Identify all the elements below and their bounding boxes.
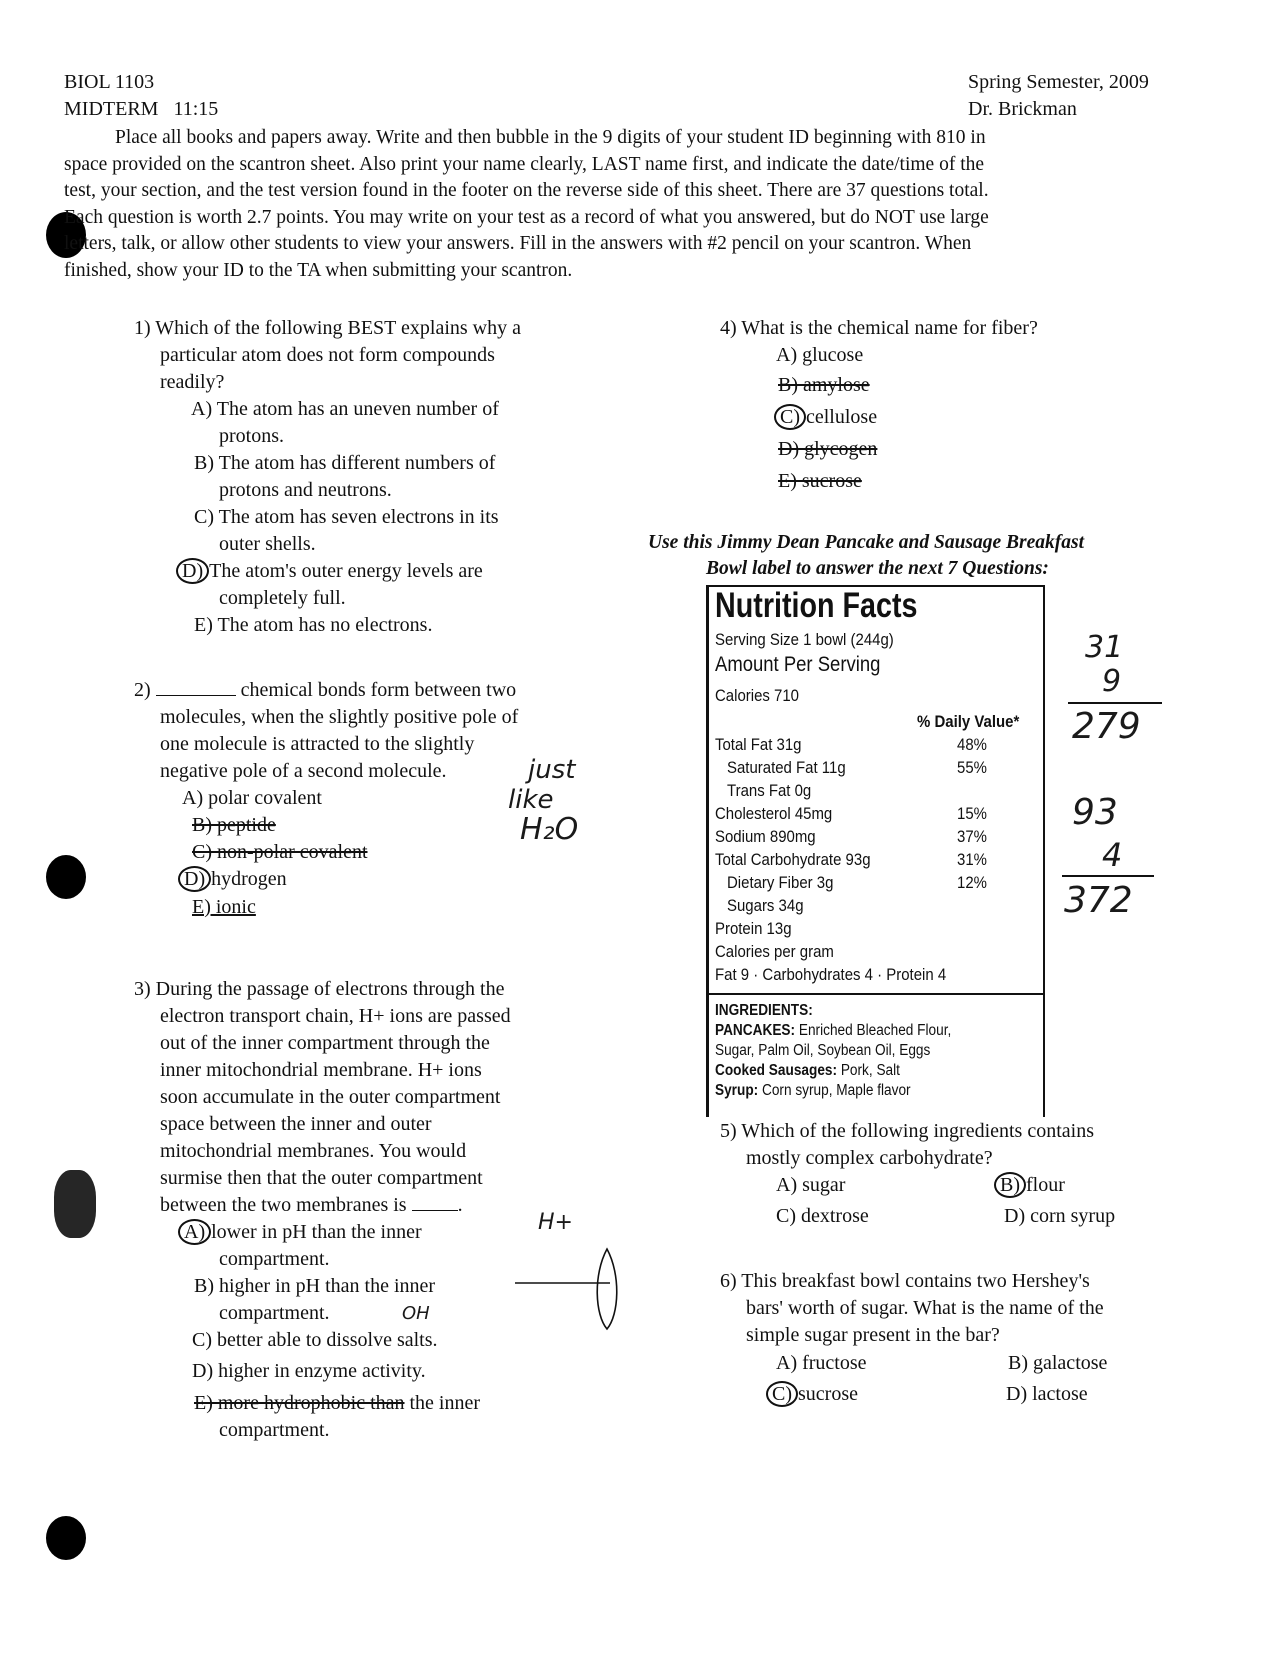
q2-stem-text: chemical bonds form between two — [240, 679, 517, 701]
ingredients-pancakes — [715, 1021, 951, 1041]
serving-size: Serving Size 1 bowl (244g) — [715, 630, 894, 649]
ingredient-label: Syrup: — [715, 1082, 759, 1099]
handwritten-arrow — [515, 1245, 625, 1335]
q1-option-b-cont: protons and neutrons. — [219, 479, 392, 501]
nutrient-pct: 48% — [957, 735, 987, 754]
nutrient-row: Saturated Fat 11g — [727, 758, 846, 777]
q2-option-e[interactable]: E) ionic — [192, 896, 256, 918]
q1-stem: particular atom does not form compounds — [160, 344, 495, 366]
q3-option-e-rest: the inner — [404, 1392, 481, 1414]
q4-option-e[interactable]: E) sucrose — [778, 470, 862, 492]
q6-stem: simple sugar present in the bar? — [746, 1324, 1000, 1346]
q3-stem-last: between the two membranes is . — [160, 1194, 463, 1216]
q3-stem: surmise then that the outer compartment — [160, 1167, 483, 1189]
q1-option-e[interactable]: E) The atom has no electrons. — [194, 614, 433, 636]
nutrient-row: Sugars 34g — [727, 896, 804, 915]
q2-stem — [134, 677, 516, 704]
nutrient-pct: 55% — [957, 758, 987, 777]
q3-option-b[interactable]: B) higher in pH than the inner — [194, 1275, 436, 1297]
q5-option-c[interactable]: C) dextrose — [776, 1205, 869, 1227]
q1-option-c[interactable]: C) The atom has seven electrons in its — [194, 506, 499, 528]
q1-option-d-cont: completely full. — [219, 587, 346, 609]
nutrient-row: Cholesterol 45mg — [715, 804, 833, 823]
nutrient-pct: 15% — [957, 804, 987, 823]
q2-stem: one molecule is attracted to the slightly — [160, 733, 475, 755]
q2-option-a[interactable]: A) polar covalent — [182, 787, 322, 809]
q4-option-d[interactable]: D) glycogen — [778, 438, 878, 460]
q5-option-b-text: flour — [1026, 1174, 1065, 1196]
q3-option-e[interactable] — [194, 1390, 480, 1417]
q2-stem: molecules, when the slightly positive pole of — [160, 706, 519, 728]
q1-option-d-text: The atom's outer energy levels are — [209, 560, 483, 582]
answer-blank — [156, 677, 236, 696]
exam-title: MIDTERM 11:15 — [64, 98, 219, 120]
ingredient-label: Cooked Sausages: — [715, 1062, 838, 1079]
q4-option-b[interactable]: B) amylose — [778, 374, 870, 396]
q3-stem: 3) During the passage of electrons through the — [134, 978, 505, 1000]
scan-mark-middle — [46, 855, 86, 899]
q6-option-a[interactable]: A) fructose — [776, 1352, 867, 1374]
answer-circle: B) — [994, 1172, 1026, 1198]
answer-circle: C) — [774, 404, 806, 430]
math-line — [1068, 702, 1162, 704]
ingredient-label: PANCAKES: — [715, 1022, 796, 1039]
q5-option-d[interactable]: D) corn syrup — [1004, 1205, 1116, 1227]
q5-stem: 5) Which of the following ingredients contains — [720, 1120, 1094, 1142]
answer-circle: D) — [176, 558, 209, 584]
ingredient-text: Corn syrup, Maple flavor — [758, 1082, 911, 1099]
semester: Spring Semester, 2009 — [968, 71, 1149, 93]
answer-blank — [412, 1192, 458, 1211]
ingredients-pancakes-cont: Sugar, Palm Oil, Soybean Oil, Eggs — [715, 1042, 931, 1059]
instruction-line: finished, show your ID to the TA when submitting your scantron. — [64, 259, 573, 281]
q6-stem: bars' worth of sugar. What is the name of the — [746, 1297, 1104, 1319]
math-result: 372 — [1064, 880, 1133, 921]
instruction-line: Place all books and papers away. Write and then bubble in the 9 digits of your student ID beginning with 810 in — [115, 127, 986, 148]
q3-stem: out of the inner compartment through the — [160, 1032, 490, 1054]
q1-option-d[interactable] — [182, 558, 483, 585]
q1-stem: readily? — [160, 371, 225, 393]
q3-stem: mitochondrial membranes. You would — [160, 1140, 467, 1162]
math-digit: 4 — [1102, 836, 1123, 874]
calories: Calories 710 — [715, 686, 799, 705]
q6-stem: 6) This breakfast bowl contains two Hershey's — [720, 1270, 1090, 1292]
q3-option-c[interactable]: C) better able to dissolve salts. — [192, 1329, 438, 1351]
q3-option-a-cont: compartment. — [219, 1248, 330, 1270]
handwritten-note — [490, 755, 578, 845]
q5-stem: mostly complex carbohydrate? — [746, 1147, 993, 1169]
q1-stem: 1) Which of the following BEST explains why a — [134, 317, 521, 339]
handwritten-note-oh: OH — [402, 1303, 430, 1324]
q1-option-b[interactable]: B) The atom has different numbers of — [194, 452, 496, 474]
calories-breakdown: Fat 9 · Carbohydrates 4 · Protein 4 — [715, 965, 947, 984]
nutrient-row: Total Carbohydrate 93g — [715, 850, 871, 869]
q3-stem: space between the inner and outer — [160, 1113, 432, 1135]
ingredient-text: Enriched Bleached Flour, — [795, 1022, 952, 1039]
ingredients-sausages — [715, 1061, 900, 1081]
instructions-paragraph — [64, 125, 1174, 285]
scan-mark-bottom — [46, 1516, 86, 1560]
ingredient-text: Pork, Salt — [837, 1062, 900, 1079]
calories-per-gram: Calories per gram — [715, 942, 834, 961]
q6-option-c-text: sucrose — [798, 1383, 858, 1405]
q2-stem: negative pole of a second molecule. — [160, 760, 447, 782]
q2-option-d[interactable] — [184, 866, 287, 893]
q4-option-a[interactable]: A) glucose — [776, 344, 864, 366]
nutrition-title: Nutrition Facts — [715, 586, 918, 625]
nutrient-row: Protein 13g — [715, 919, 792, 938]
amount-per-serving: Amount Per Serving — [715, 653, 881, 676]
q3-option-a[interactable] — [184, 1219, 422, 1246]
instruction-line: space provided on the scantron sheet. Also print your name clearly, LAST name first, and indicate the date/time of the — [64, 153, 985, 175]
q4-option-c[interactable] — [776, 404, 877, 431]
ingredients-syrup — [715, 1081, 911, 1101]
q6-option-d[interactable]: D) lactose — [1006, 1383, 1088, 1405]
ingredients-divider — [709, 993, 1043, 995]
math-digit: 31 — [1085, 630, 1124, 665]
handwritten-note-h: H+ — [538, 1210, 573, 1235]
nutrient-pct: 37% — [957, 827, 987, 846]
math-digit: 93 — [1072, 792, 1118, 833]
scribble-mark — [54, 1170, 96, 1238]
nutrient-row: Trans Fat 0g — [727, 781, 812, 800]
instruction-line: test, your section, and the test version found in the footer on the reverse side of this sheet. There are 37 questions total. — [64, 180, 989, 202]
q5-option-a[interactable]: A) sugar — [776, 1174, 846, 1196]
daily-value-header: % Daily Value* — [917, 712, 1020, 731]
nutrient-pct: 31% — [957, 850, 987, 869]
instructor: Dr. Brickman — [968, 98, 1077, 120]
nutrient-row: Sodium 890mg — [715, 827, 816, 846]
q1-option-a[interactable]: A) The atom has an uneven number of — [191, 398, 499, 420]
nutrient-row: Dietary Fiber 3g — [727, 873, 834, 892]
q4-stem: 4) What is the chemical name for fiber? — [720, 317, 1038, 339]
q1-option-a-cont: protons. — [219, 425, 284, 447]
q2-option-d-text: hydrogen — [211, 868, 287, 890]
instruction-line: Each question is worth 2.7 points. You may write on your test as a record of what you answered, but do NOT use large — [64, 206, 989, 228]
nutrition-facts-label — [706, 585, 1045, 1117]
math-digit: 9 — [1102, 664, 1122, 699]
q6-option-c[interactable] — [772, 1381, 858, 1408]
q3-stem: electron transport chain, H+ ions are passed — [160, 1005, 511, 1027]
q2-option-b[interactable]: B) peptide — [192, 814, 276, 836]
note-line: H₂O — [520, 812, 579, 847]
answer-circle: C) — [766, 1381, 798, 1407]
q3-stem: inner mitochondrial membrane. H+ ions — [160, 1059, 482, 1081]
label-intro: Bowl label to answer the next 7 Questions: — [706, 558, 1049, 579]
math-line — [1062, 875, 1154, 877]
q5-option-b[interactable] — [1000, 1172, 1065, 1199]
note-line: like — [508, 785, 554, 815]
q2-number: 2) — [134, 679, 151, 701]
q4-option-c-text: cellulose — [806, 406, 878, 428]
nutrient-pct: 12% — [957, 873, 987, 892]
answer-circle: A) — [178, 1219, 211, 1245]
math-result: 279 — [1072, 706, 1141, 747]
q3-option-e-struck: E) more hydrophobic than — [194, 1392, 405, 1414]
q3-option-e-cont: compartment. — [219, 1419, 330, 1441]
q3-stem-text: between the two membranes is — [160, 1194, 407, 1216]
q1-option-c-cont: outer shells. — [219, 533, 316, 555]
instruction-line: letters, talk, or allow other students to view your answers. Fill in the answers with #2 pencil on your scantron. When — [64, 233, 972, 255]
q3-option-b-cont: compartment. — [219, 1302, 330, 1324]
q6-option-b[interactable]: B) galactose — [1008, 1352, 1108, 1374]
label-intro: Use this Jimmy Dean Pancake and Sausage Breakfast — [648, 532, 1085, 553]
q3-stem: soon accumulate in the outer compartment — [160, 1086, 501, 1108]
nutrient-row: Total Fat 31g — [715, 735, 802, 754]
note-line: just — [528, 755, 576, 785]
ingredients-heading: INGREDIENTS: — [715, 1002, 813, 1019]
q2-option-c[interactable]: C) non-polar covalent — [192, 841, 368, 863]
q3-option-a-text: lower in pH than the inner — [211, 1221, 422, 1243]
course-code: BIOL 1103 — [64, 71, 155, 93]
q3-option-d[interactable]: D) higher in enzyme activity. — [192, 1360, 426, 1382]
answer-circle: D) — [178, 866, 211, 892]
